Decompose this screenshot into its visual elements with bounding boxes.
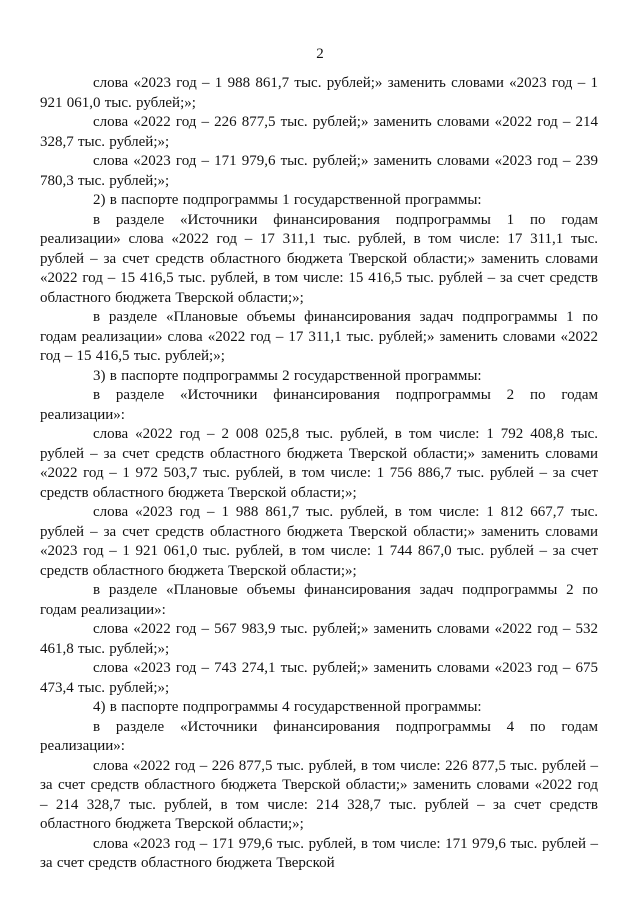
document-body [40,74,598,874]
paragraph: слова «2022 год – 567 983,9 тыс. рублей;» заменить словами «2022 год – 532 461,8 тыс. рублей;»; [40,621,598,657]
paragraph: слова «2023 год – 743 274,1 тыс. рублей;» заменить словами «2023 год – 675 473,4 тыс. рублей;»; [40,660,598,696]
paragraph: в разделе «Плановые объемы финансирования задач подпрограммы 1 по годам реализации» слова «2022 год – 17 311,1 тыс. рублей;» заменить словами «2022 год – 15 416,5 тыс. рублей;»; [40,309,598,364]
paragraph: слова «2023 год – 1 988 861,7 тыс. рублей;» заменить словами «2023 год – 1 921 061,0 тыс. рублей;»; [40,75,598,111]
paragraph: слова «2022 год – 226 877,5 тыс. рублей, в том числе: 226 877,5 тыс. рублей – за счет средств областного бюджета Тверской области;» заменить словами «2022 год – 214 328,7 тыс. рублей, в том числе: 214 328,7 тыс. рублей – за счет средств областного бюджета Тверской области;»; [40,757,598,832]
paragraph: слова «2023 год – 171 979,6 тыс. рублей;» заменить словами «2023 год – 239 780,3 тыс. рублей;»; [40,153,598,189]
paragraph: слова «2022 год – 226 877,5 тыс. рублей;» заменить словами «2022 год – 214 328,7 тыс. рублей;»; [40,114,598,150]
page-number: 2 [316,46,324,62]
paragraph: в разделе «Источники финансирования подпрограммы 1 по годам реализации» слова «2022 год – 17 311,1 тыс. рублей, в том числе: 17 311,1 тыс. рублей – за счет средств областного бюджета Тверской области;» заменить словами «2022 год – 15 416,5 тыс. рублей, в том числе: 15 416,5 тыс. рублей – за счет средств областного бюджета Тверской области;»; [40,211,598,306]
paragraph: в разделе «Источники финансирования подпрограммы 4 по годам реализации»: [40,718,598,754]
paragraph: в разделе «Источники финансирования подпрограммы 2 по годам реализации»: [40,387,598,423]
paragraph: слова «2023 год – 171 979,6 тыс. рублей, в том числе: 171 979,6 тыс. рублей – за счет средств областного бюджета Тверской [40,835,598,871]
paragraph: 3) в паспорте подпрограммы 2 государственной программы: [93,367,482,384]
paragraph: слова «2023 год – 1 988 861,7 тыс. рублей, в том числе: 1 812 667,7 тыс. рублей – за счет средств областного бюджета Тверской области;» заменить словами «2023 год – 1 921 061,0 тыс. рублей, в том числе: 1 744 867,0 тыс. рублей – за счет средств областного бюджета Тверской области;»; [40,504,598,579]
paragraph: 2) в паспорте подпрограммы 1 государственной программы: [93,192,482,208]
paragraph: 4) в паспорте подпрограммы 4 государственной программы: [93,699,482,715]
paragraph: в разделе «Плановые объемы финансирования задач подпрограммы 2 по годам реализации»: [40,582,598,618]
paragraph: слова «2022 год – 2 008 025,8 тыс. рублей, в том числе: 1 792 408,8 тыс. рублей – за счет средств областного бюджета Тверской области;» заменить словами «2022 год – 1 972 503,7 тыс. рублей, в том числе: 1 756 886,7 тыс. рублей – за счет средств областного бюджета Тверской области;»; [40,426,598,501]
